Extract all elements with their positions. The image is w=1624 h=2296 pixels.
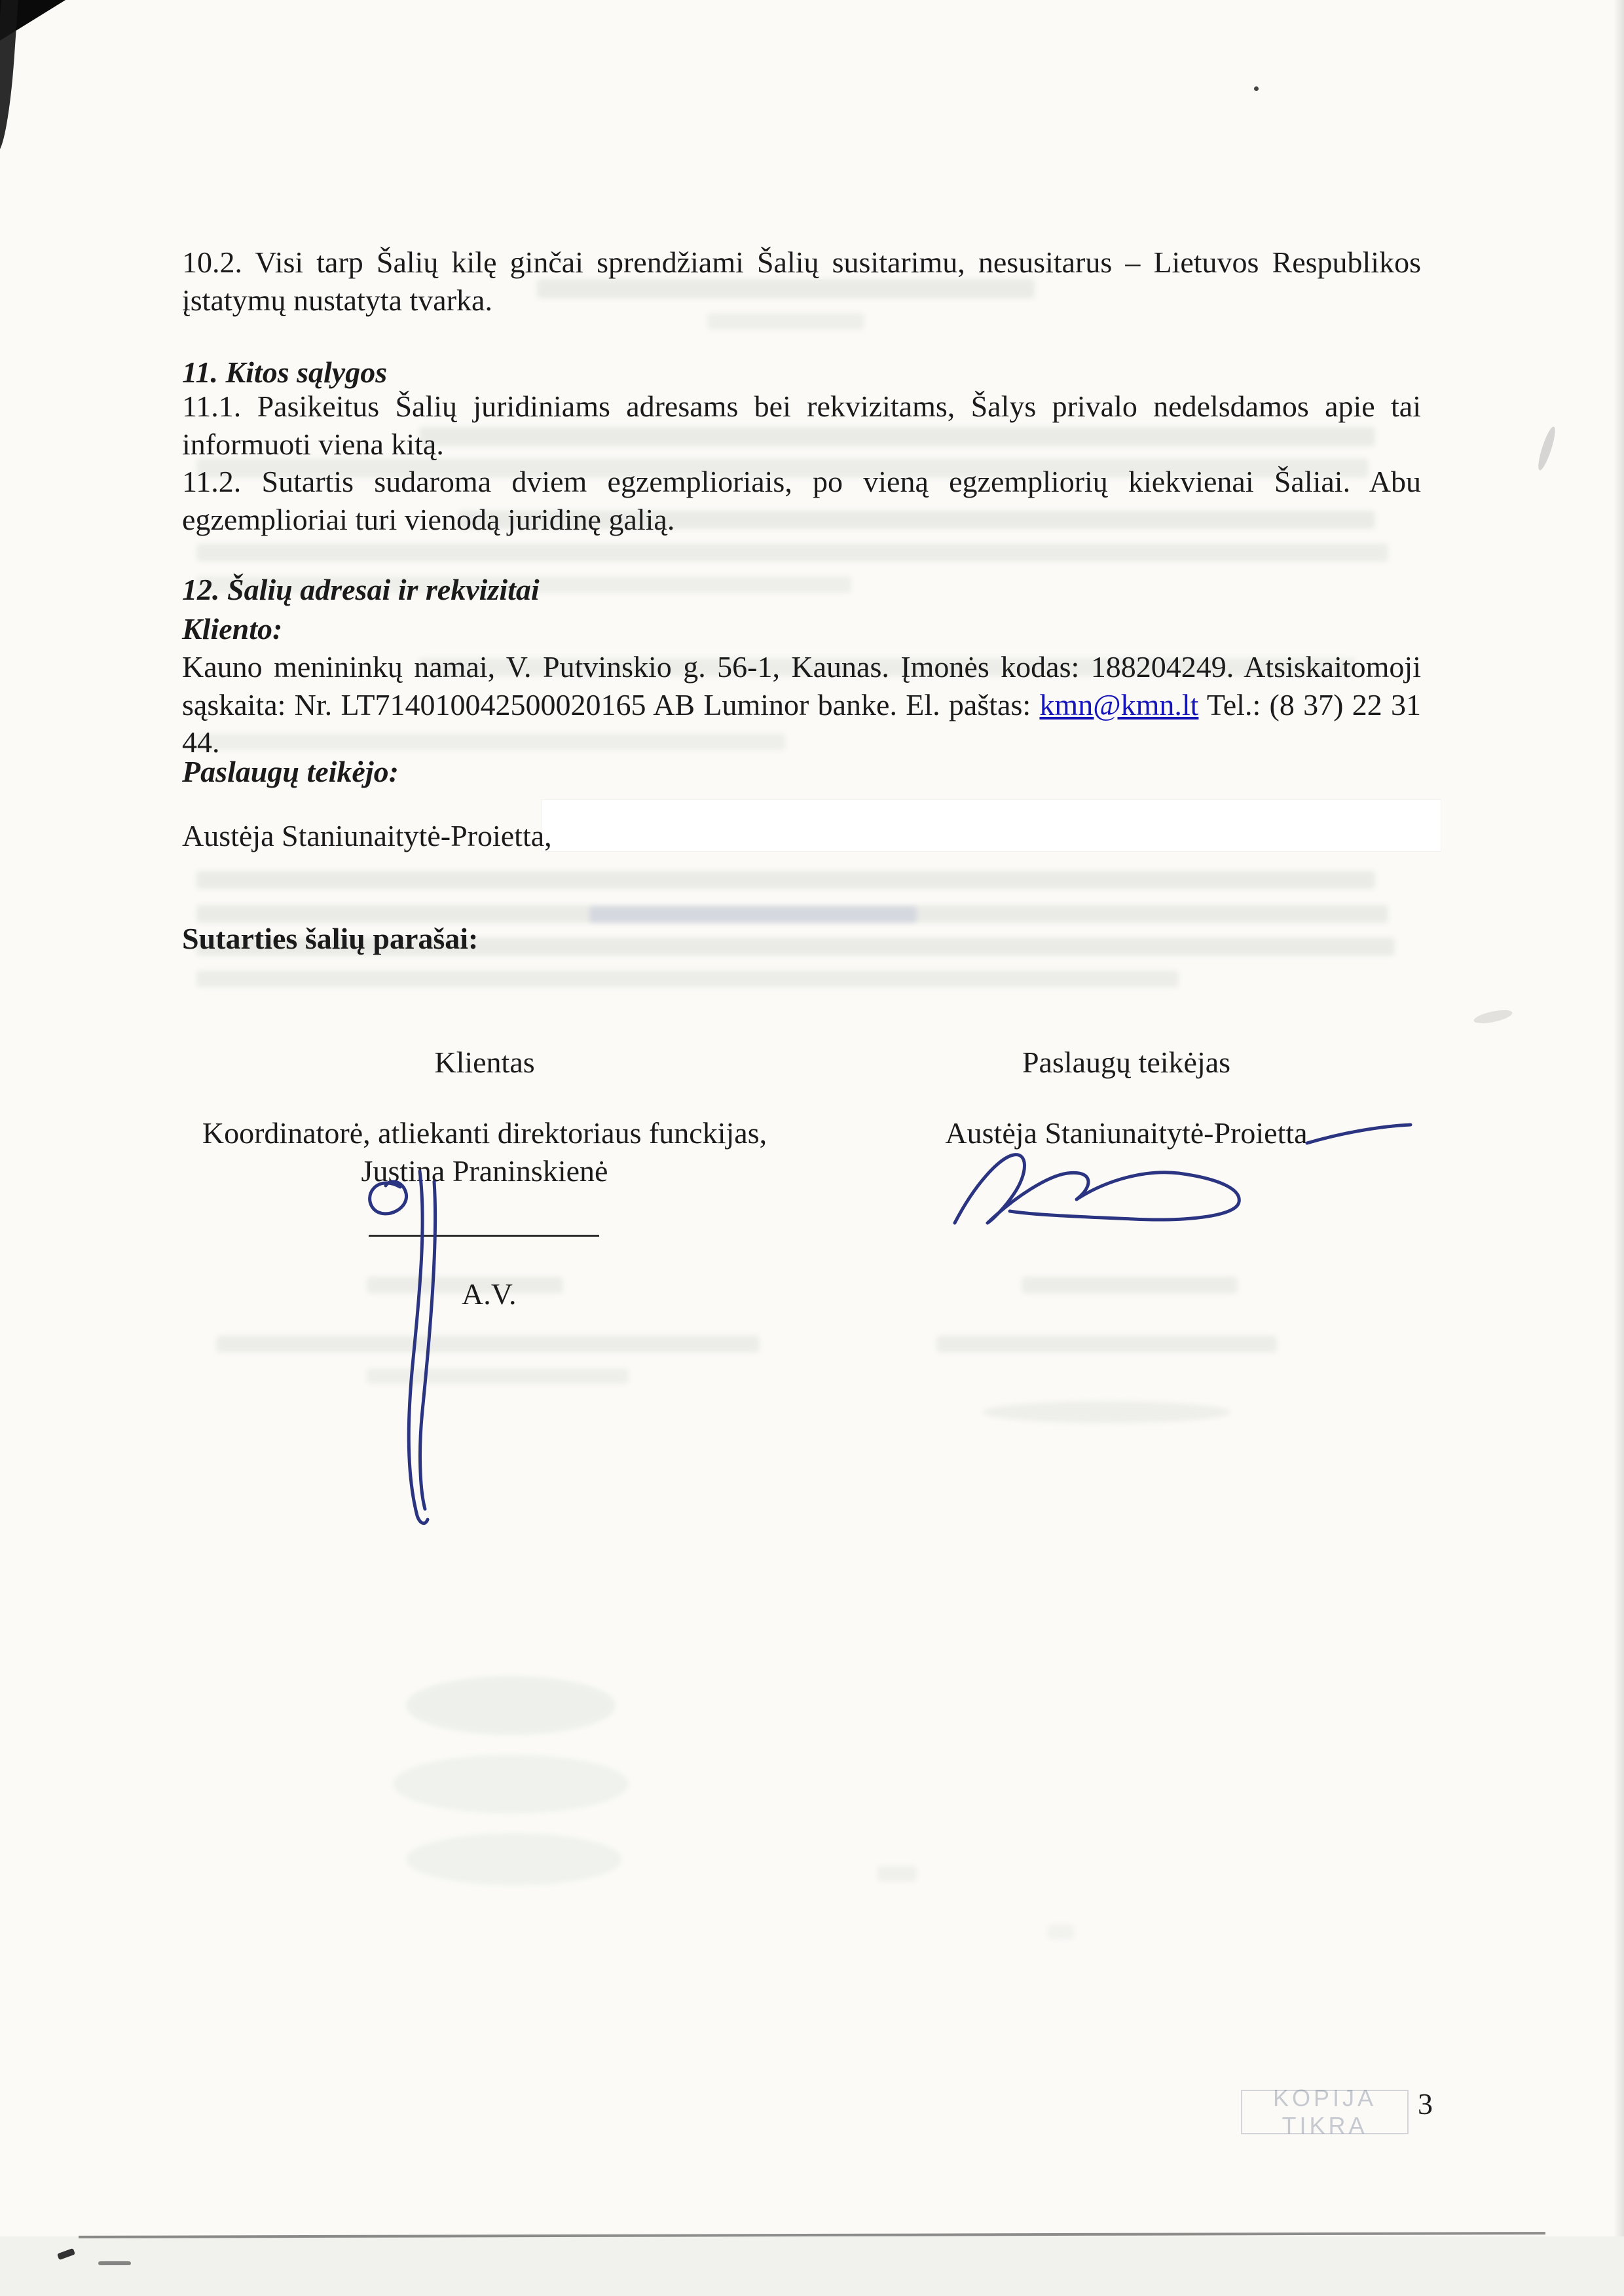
bleedthrough-stamp xyxy=(406,1833,622,1886)
email-link[interactable]: kmn@kmn.lt xyxy=(1039,687,1199,721)
scan-right-shadow xyxy=(1614,0,1624,2296)
copy-stamp: KOPIJA TIKRA xyxy=(1241,2090,1409,2134)
provider-signature xyxy=(936,1139,1264,1244)
signatures-heading: Sutarties šalių parašai: xyxy=(182,922,479,955)
clause-10-2: 10.2. Visi tarp Šalių kilę ginčai sprendžiami Šalių susitarimu, nesusitarus – Lietuvos Respublikos įstatymų nustatyta tvarka. xyxy=(182,246,1421,317)
provider-pen-dash xyxy=(1303,1121,1414,1147)
redaction-box xyxy=(542,800,1441,851)
section-11-heading: 11. Kitos sąlygos xyxy=(182,355,388,389)
scan-right-mark xyxy=(1536,426,1559,472)
client-label: Kliento: xyxy=(182,612,283,646)
bleedthrough-line xyxy=(1022,1277,1238,1294)
scan-dot xyxy=(1254,86,1259,91)
bleedthrough-link-line xyxy=(589,906,917,923)
client-details-phone: Tel.: (8 37) 22 31 44. xyxy=(182,687,1422,759)
client-details xyxy=(182,648,1421,761)
bleedthrough-signature xyxy=(982,1401,1231,1423)
bleedthrough-line xyxy=(196,871,1375,889)
scan-bottom-mark xyxy=(98,2261,131,2265)
clause-11-1: 11.1. Pasikeitus Šalių juridiniams adresams bei rekvizitams, Šalys privalo nedelsdamos apie tai informuoti viena kitą. xyxy=(182,390,1421,461)
scan-bottom-strip xyxy=(0,2236,1624,2296)
bleedthrough-mark xyxy=(877,1866,917,1882)
client-signer-name: Justina Praninskienė xyxy=(361,1154,608,1188)
provider-signer-name: Austėja Staniunaitytė-Proietta xyxy=(945,1116,1308,1150)
scan-edge-mark xyxy=(0,0,18,153)
client-details-text: Kauno menininkų namai, V. Putvinskio g. 56-1, Kaunas. Įmonės kodas: 188204249. Atsiskaitomoji sąskaita: Nr. LT714010042500020165 AB Luminor banke. El. paštas: xyxy=(182,650,1421,721)
bleedthrough-stamp xyxy=(393,1755,629,1813)
clause-11-2: 11.2. Sutartis sudaroma dviem egzemplioriais, po vieną egzempliorių kiekvienai Šaliai. Abu egzemplioriai turi vienodą juridinę galią. xyxy=(182,465,1421,536)
provider-label: Paslaugų teikėjo: xyxy=(182,755,399,788)
bleedthrough-line xyxy=(196,970,1179,987)
scan-right-mark xyxy=(1473,1008,1513,1026)
provider-name-line: Austėja Staniunaitytė-Proietta, xyxy=(182,819,552,852)
client-seal-mark: A.V. xyxy=(462,1277,517,1311)
bleedthrough-stamp xyxy=(406,1676,616,1735)
bleedthrough-line xyxy=(936,1336,1277,1353)
bleedthrough-mark xyxy=(1048,1925,1074,1939)
client-signature xyxy=(357,1162,514,1535)
page-number: 3 xyxy=(1418,2087,1433,2121)
provider-column-title: Paslaugų teikėjas xyxy=(1022,1046,1231,1079)
client-column-title: Klientas xyxy=(434,1046,535,1079)
client-signer-role: Koordinatorė, atliekanti direktoriaus funckijas, xyxy=(202,1116,767,1150)
bleedthrough-line xyxy=(196,543,1388,562)
section-12-heading: 12. Šalių adresai ir rekvizitai xyxy=(182,573,540,606)
